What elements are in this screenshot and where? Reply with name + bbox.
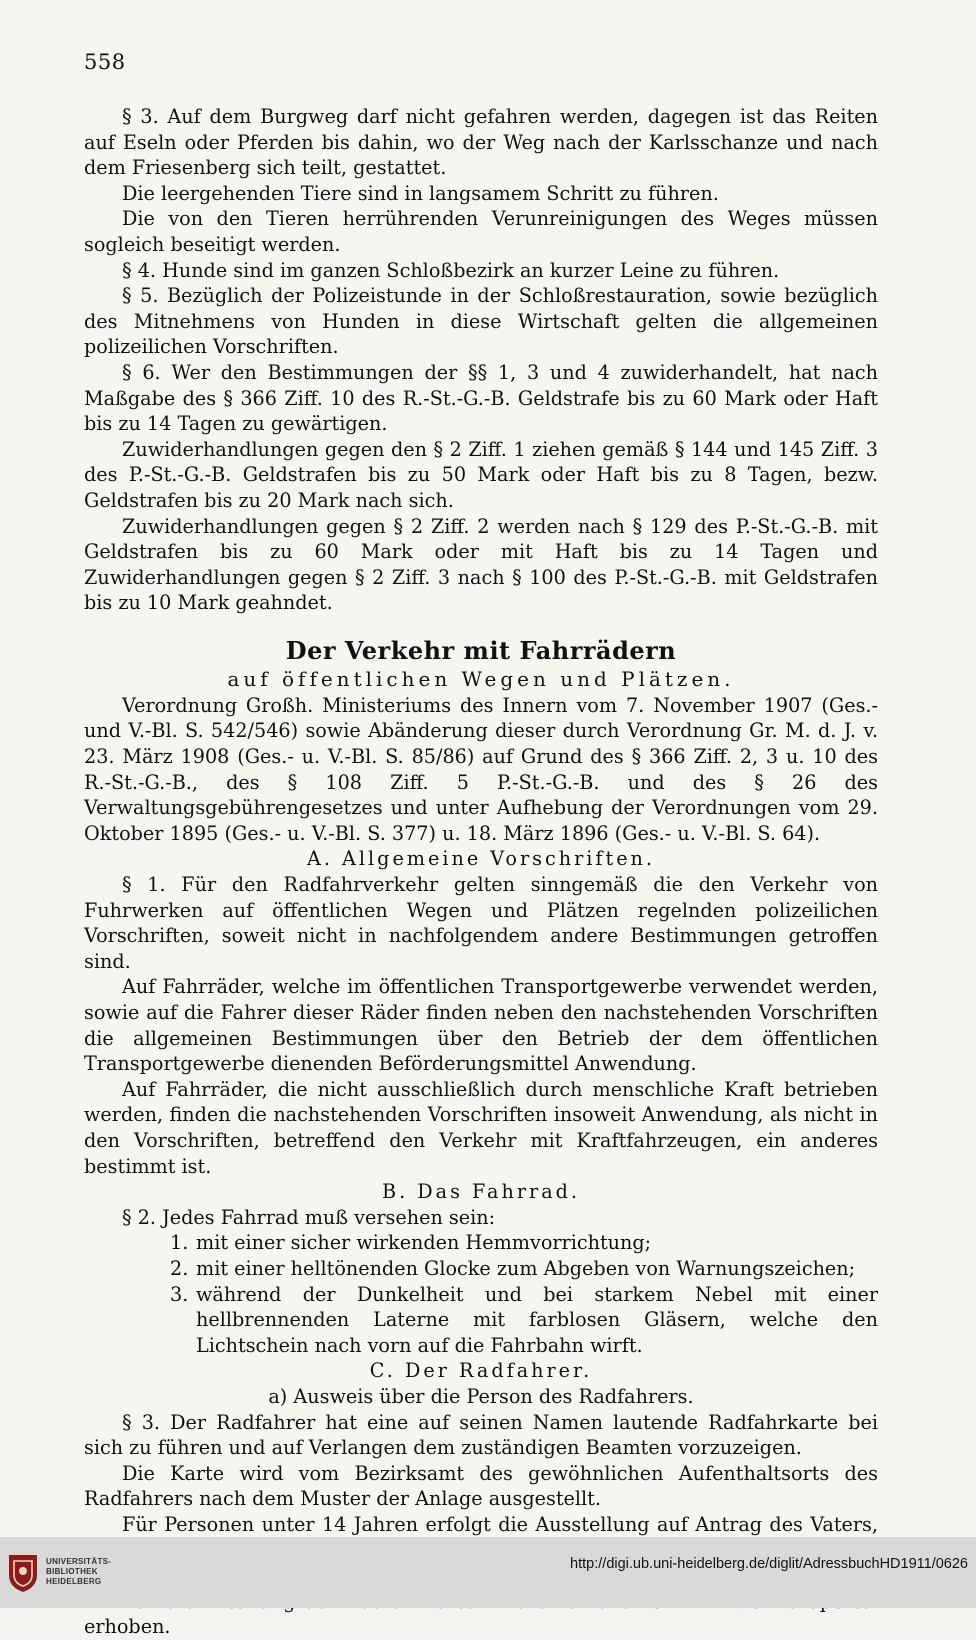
paragraph: Die von den Tieren herrührenden Verunreinigungen des Weges müssen sogleich beseitigt werden. xyxy=(84,207,878,256)
list-item xyxy=(84,1230,878,1256)
decree-paragraph: Verordnung Großh. Ministeriums des Innern vom 7. November 1907 (Ges.- und V.-Bl. S. 542/546) sowie Abänderung dieser durch Verordnung Gr. M. d. J. v. 23. März 1908 (Ges.- u. V.-Bl. S. 85/86) auf Grund des § 366 Ziff. 2, 3 u. 10 des R.-St.-G.-B., des § 108 Ziff. 5 P.-St.-G.-B. und des § 26 des Verwaltungsgebührengesetzes und unter Aufhebung der Verordnungen vom 29. Oktober 1895 (Ges.- u. V.-Bl. S. 377) u. 18. März 1896 (Ges.- u. V.-Bl. S. 64). xyxy=(84,693,878,845)
paragraph: Die Karte wird vom Bezirksamt des gewöhnlichen Aufenthaltsorts des Radfahrers nach dem Muster der Anlage ausgestellt. xyxy=(84,1461,878,1511)
list-item-text: mit einer sicher wirkenden Hemmvorrichtung; xyxy=(196,1231,652,1255)
library-seal-icon xyxy=(6,1553,40,1593)
logo-line: UNIVERSITÄTS- xyxy=(46,1557,112,1566)
page-number: 558 xyxy=(84,50,126,74)
section-c-subtitle: a) Ausweis über die Person des Radfahrers. xyxy=(268,1384,694,1408)
list-item-text: während der Dunkelheit und bei starkem Nebel mit einer hellbrennenden Laterne mit farblosen Gläsern, welche den Lichtschein nach vorn auf die Fahrbahn wirft. xyxy=(196,1282,878,1357)
paragraph: Die leergehenden Tiere sind in langsamem Schritt zu führen. xyxy=(122,181,719,205)
paragraph: Zuwiderhandlungen gegen den § 2 Ziff. 1 ziehen gemäß § 144 und 145 Ziff. 3 des P.-St.-G.-B. Geldstrafen bis zu 50 Mark oder Haft bis zu 8 Tagen, bezw. Geldstrafen bis zu 20 Mark nach sich. xyxy=(84,437,878,512)
paragraph: Auf Fahrräder, welche im öffentlichen Transportgewerbe verwendet werden, sowie auf die Fahrer dieser Räder finden neben den nachstehenden Vorschriften die allgemeinen Bestimmungen über den Betrieb der dem öffentlichen Transportgewerbe dienenden Beförderungsmittel Anwendung. xyxy=(84,975,878,1076)
paragraph: § 3. Der Radfahrer hat eine auf seinen Namen lautende Radfahrkarte bei sich zu führen und auf Verlangen dem zuständigen Beamten vorzuzeigen. xyxy=(84,1410,878,1460)
source-url-link[interactable]: http://digi.ub.uni-heidelberg.de/diglit/AdressbuchHD1911/0626 xyxy=(570,1556,968,1572)
list-item-text: mit einer helltönenden Glocke zum Abgeben von Warnungszeichen; xyxy=(196,1256,856,1280)
article-subheading: auf öffentlichen Wegen und Plätzen. xyxy=(227,666,735,691)
requirements-list xyxy=(84,1230,878,1358)
list-item-number: 2. xyxy=(170,1256,189,1280)
logo-line: BIBLIOTHEK xyxy=(46,1567,98,1576)
list-item xyxy=(84,1282,878,1359)
section-c-title: C. Der Radfahrer. xyxy=(369,1359,593,1383)
article-heading: Der Verkehr mit Fahrrädern xyxy=(285,635,677,665)
paragraph: § 5. Bezüglich der Polizeistunde in der Schloßrestauration, sowie bezüglich des Mitnehmens von Hunden in diese Wirtschaft gelten die allgemeinen polizeilichen Vorschriften. xyxy=(84,284,878,359)
section-a-title: A. Allgemeine Vorschriften. xyxy=(306,847,656,871)
intro-section xyxy=(84,104,878,616)
paragraph: § 3. Auf dem Burgweg darf nicht gefahren werden, dagegen ist das Reiten auf Eseln oder Pferden bis dahin, wo der Weg nach der Karlsschanze und nach dem Friesenberg sich teilt, gestattet. xyxy=(84,105,878,180)
page-content xyxy=(84,104,878,1640)
section-b xyxy=(84,1179,878,1358)
library-logo-text xyxy=(46,1557,111,1587)
section-a xyxy=(84,846,878,1179)
logo-line: HEIDELBERG xyxy=(46,1577,102,1586)
section-b-lead: § 2. Jedes Fahrrad muß versehen sein: xyxy=(122,1205,496,1229)
paragraph: § 4. Hunde sind im ganzen Schloßbezirk an kurzer Leine zu führen. xyxy=(122,258,780,282)
paragraph: Auf Fahrräder, die nicht ausschließlich durch menschliche Kraft betrieben werden, finden die nachstehenden Vorschriften insoweit Anwendung, als nicht in den Vorschriften, betreffend den Verkehr mit Kraftfahrzeugen, ein anderes bestimmt ist. xyxy=(84,1077,878,1178)
paragraph: Zuwiderhandlungen gegen § 2 Ziff. 2 werden nach § 129 des P.-St.-G.-B. mit Geldstrafen bis zu 60 Mark oder mit Haft bis zu 14 Tagen und Zuwiderhandlungen gegen § 2 Ziff. 3 nach § 100 des P.-St.-G.-B. mit Geldstrafen bis zu 10 Mark geahndet. xyxy=(84,514,878,615)
paragraph: Für Personen unter 14 Jahren erfolgt die Ausstellung auf Antrag des Vaters, xyxy=(122,1512,878,1536)
viewer-footer xyxy=(0,1537,976,1608)
paragraph: § 1. Für den Radfahrverkehr gelten sinngemäß die den Verkehr von Fuhrwerken auf öffentlichen Wegen und Plätzen regelnden polizeilichen Vorschriften, soweit nicht in nachfolgendem andere Bestimmungen getroffen sind. xyxy=(84,873,878,973)
section-b-title: B. Das Fahrrad. xyxy=(381,1180,581,1204)
paragraph: § 6. Wer den Bestimmungen der §§ 1, 3 und 4 zuwiderhandelt, hat nach Maßgabe des § 366 Ziff. 10 des R.-St.-G.-B. Geldstrafe bis zu 60 Mark oder Haft bis zu 14 Tagen zu gewärtigen. xyxy=(84,360,878,436)
list-item-number: 3. xyxy=(170,1282,189,1306)
list-item-number: 1. xyxy=(170,1231,189,1255)
paragraph: erhoben. xyxy=(84,1615,171,1639)
library-logo[interactable] xyxy=(6,1553,136,1597)
list-item xyxy=(84,1256,878,1282)
